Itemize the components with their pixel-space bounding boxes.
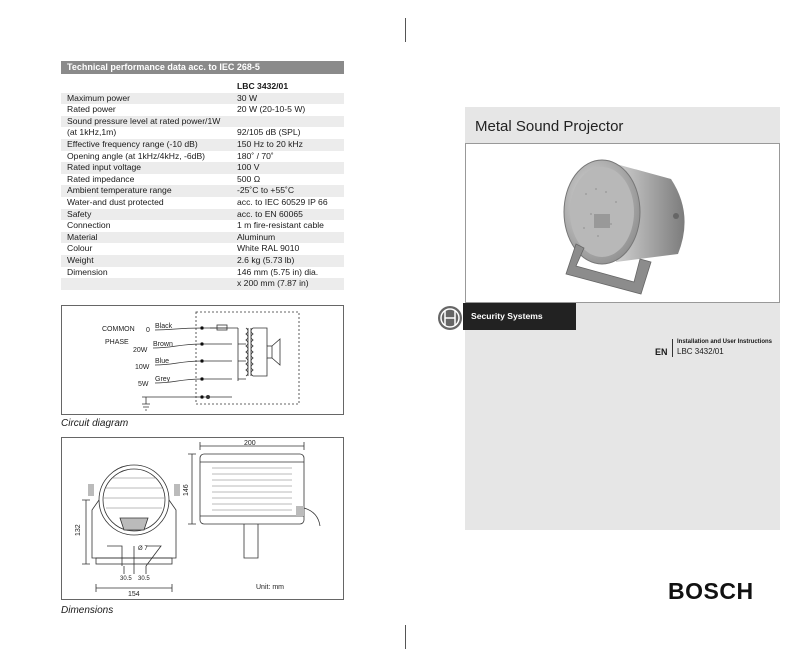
spec-value: White RAL 9010: [237, 243, 300, 254]
spec-row: [61, 116, 344, 128]
spec-row: [61, 81, 344, 93]
side-view-body: [200, 454, 304, 524]
spec-row: [61, 127, 344, 139]
wire-grey: Grey: [155, 376, 171, 383]
dimensions-caption: Dimensions: [61, 605, 114, 616]
spec-label: Rated input voltage: [67, 162, 142, 173]
crop-mark-bottom: [405, 625, 406, 649]
dim-width: 200: [244, 440, 256, 447]
spec-row: [61, 174, 344, 186]
dim-hole-spacing-b: 30.5: [138, 576, 150, 582]
spec-value: [237, 116, 344, 128]
circuit-caption: Circuit diagram: [61, 418, 129, 429]
spec-label: Maximum power: [67, 92, 131, 103]
spec-table: [61, 81, 344, 290]
spec-row: [61, 209, 344, 221]
spec-label: Weight: [67, 254, 94, 265]
dim-height: 146: [183, 484, 190, 496]
spec-label: Rated impedance: [67, 173, 135, 184]
spec-label: Ambient temperature range: [67, 185, 172, 196]
dim-hole-spacing-a: 30.5: [120, 576, 132, 582]
spec-table-header: Technical performance data acc. to IEC 268-5: [61, 61, 344, 74]
spec-row: [61, 93, 344, 105]
spec-value: 1 m fire-resistant cable: [237, 220, 324, 231]
language-code: EN: [655, 347, 668, 357]
spec-row: [61, 185, 344, 197]
spec-value: 2.6 kg (5.73 lb): [237, 254, 295, 265]
sound-projector-image: [466, 144, 779, 302]
spec-label: (at 1kHz,1m): [67, 127, 117, 138]
spec-label: Sound pressure level at rated power/1W: [67, 115, 221, 126]
document-type: Installation and User Instructions: [677, 339, 773, 345]
spec-row: [61, 139, 344, 151]
spec-label: Dimension: [67, 266, 108, 277]
spec-label: [61, 278, 237, 290]
spec-label: Material: [67, 231, 98, 242]
dim-hole-dia: Ø 7: [138, 546, 148, 552]
spec-value: x 200 mm (7.87 in): [237, 278, 309, 289]
spec-row: [61, 232, 344, 244]
wire-blue: Blue: [155, 358, 170, 365]
tap-20w: 20W: [133, 347, 148, 354]
document-model: LBC 3432/01: [677, 347, 724, 356]
spec-value: 180˚ / 70˚: [237, 150, 274, 161]
circuit-drawing: [62, 306, 343, 414]
spec-row: [61, 278, 344, 290]
spec-value: Aluminum: [237, 231, 276, 242]
bosch-armature-icon: [437, 305, 463, 331]
spec-value: acc. to IEC 60529 IP 66: [237, 196, 328, 207]
spec-value: -25˚C to +55˚C: [237, 185, 295, 196]
spec-value: acc. to EN 60065: [237, 208, 303, 219]
spec-value: 146 mm (5.75 in) dia.: [237, 266, 319, 277]
spec-row: [61, 243, 344, 255]
spec-value: 92/105 dB (SPL): [237, 127, 301, 138]
spec-row: [61, 104, 344, 116]
dim-side: 132: [75, 524, 82, 536]
brand-logo: BOSCH: [668, 578, 754, 604]
spec-label: [61, 81, 237, 93]
product-photo: [465, 143, 780, 303]
spec-row: [61, 162, 344, 174]
spec-value: 30 W: [237, 92, 258, 103]
spec-value: 150 Hz to 20 kHz: [237, 138, 303, 149]
dim-unit: Unit: mm: [256, 584, 284, 591]
spec-value: 100 V: [237, 162, 260, 173]
tap-0: 0: [146, 327, 150, 334]
circuit-diagram: [61, 305, 344, 415]
tap-10w: 10W: [135, 364, 150, 371]
dim-base: 154: [128, 591, 140, 598]
spec-label: Safety: [67, 208, 92, 219]
cover-title: Metal Sound Projector: [475, 118, 624, 135]
spec-label: Rated power: [67, 104, 116, 115]
spec-row: [61, 255, 344, 267]
wire-black: Black: [155, 323, 173, 330]
dimensions-diagram: [61, 437, 344, 600]
label-phase: PHASE: [105, 339, 129, 346]
spec-label: Effective frequency range (-10 dB): [67, 138, 198, 149]
spec-row: [61, 197, 344, 209]
spec-label: Colour: [67, 243, 93, 254]
division-bar: Security Systems: [463, 303, 576, 330]
spec-row: [61, 220, 344, 232]
spec-row: [61, 151, 344, 163]
spec-label: Water-and dust protected: [67, 196, 164, 207]
crop-mark-top: [405, 18, 406, 42]
spec-label: Opening angle (at 1kHz/4kHz, -6dB): [67, 150, 206, 161]
spec-label: Connection: [67, 220, 111, 231]
spec-value: LBC 3432/01: [237, 81, 289, 91]
spec-row: [61, 267, 344, 279]
doc-info-divider: [672, 339, 673, 357]
wire-brown: Brown: [153, 341, 173, 348]
circuit-terminals: [201, 327, 204, 399]
spec-value: 500 Ω: [237, 173, 261, 184]
tap-5w: 5W: [138, 381, 149, 388]
label-common: COMMON: [102, 326, 135, 333]
dimensions-drawing: [62, 438, 343, 599]
spec-value: 20 W (20-10-5 W): [237, 104, 306, 115]
